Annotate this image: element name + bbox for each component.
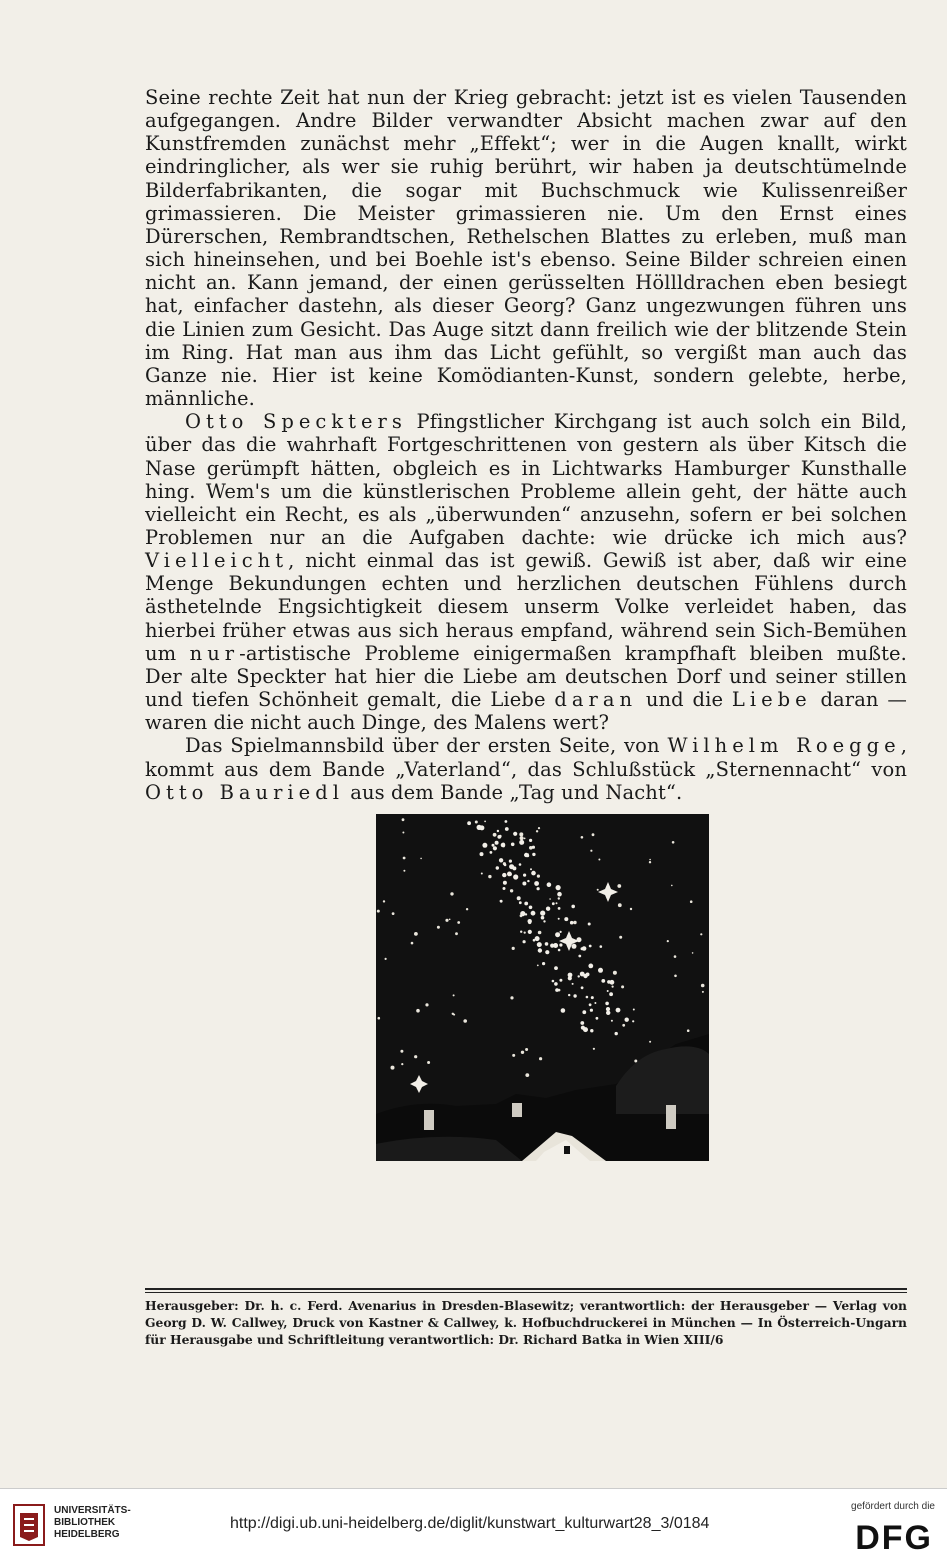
star [687,1029,690,1032]
milky-way-star [568,994,570,996]
milky-way-star [557,892,562,897]
star [538,827,540,829]
milky-way-star [547,882,552,887]
milky-way-star [558,897,560,899]
star [536,830,538,832]
library-name-line-3: HEIDELBERG [54,1529,120,1540]
milky-way-star [509,860,512,863]
milky-way-star [513,832,517,836]
milky-way-star [490,851,493,854]
paragraph-2-text-b: , nicht einmal das ist gewiß. Gewiß ist aber, daß wir eine Menge Bekundungen echten und herzlichen deutschen Fühlens durch ästhetelnde Engsichtigkeit diesem unserm Volke verleidet haben, das hierbei früher etwas aus sich heraus empfand, während sein Sich-Bemühen um [145,549,907,665]
milky-way-star [519,863,522,866]
milky-way-star [481,873,483,875]
milky-way-star [479,825,484,830]
milky-way-star [527,853,529,855]
milky-way-star [580,1021,584,1025]
milky-way-star [558,949,561,952]
milky-way-star [529,906,533,910]
permalink[interactable]: http://digi.ub.uni-heidelberg.de/diglit/kunstwart_kulturwart28_3/0184 [230,1515,710,1532]
milky-way-star [554,982,558,986]
star [484,821,486,823]
milky-way-star [600,945,603,948]
paragraph-3-text-b: , kommt aus dem Bande „Vaterland“, das Schlußstück „Sternennacht“ von [145,734,907,781]
star [392,912,395,915]
milky-way-star [553,943,558,948]
milky-way-star [561,1008,566,1013]
star [402,818,405,821]
chimney [666,1105,676,1129]
milky-way-star [537,887,540,890]
star [403,870,405,872]
paragraph-2-text-a: Pfingstlicher Kirchgang ist auch solch ein Bild, über das die wahrhaft Fortgeschrittenen von gestern als über Kitsch die Nase gerümpft hätten, obgleich es in Lichtwarks Hamburger Kunsthalle hing. Wem's um die künstlerischen Probleme allein geht, der hätte auch vielleicht ein Recht, es als „überwunden“ anzusehn, sofern er bei solchen Problemen nur an die Aufgaben dachte: wie drücke ich mich aus? [145,410,907,549]
paragraph-2-text-d: und die [637,688,732,712]
star [581,836,584,839]
milky-way-star [519,840,524,845]
milky-way-star [502,873,506,877]
paragraph-3-text-c: aus dem Bande „Tag und Nacht“. [343,780,683,804]
emphasis-nur: nur [189,641,240,665]
footer-rule-thin [145,1292,907,1293]
milky-way-star [559,943,562,946]
milky-way-star [512,866,516,870]
milky-way-star [541,916,545,920]
starry-night-illustration [376,814,709,1161]
funded-by-label: gefördert durch die [851,1501,935,1512]
star [649,861,651,863]
star [671,885,673,887]
star [649,1041,651,1043]
star [621,985,624,988]
star [539,1057,542,1060]
paragraph-2 [145,410,907,734]
milky-way-star [499,858,503,862]
star [617,884,621,888]
library-name [54,1505,131,1541]
star [537,965,539,967]
milky-way-star [582,946,587,951]
star [493,833,497,837]
milky-way-star [552,980,555,983]
milky-way-star [505,827,509,831]
milky-way-star [572,944,577,949]
milky-way-star [606,1011,610,1015]
milky-way-star [559,979,562,982]
star [590,850,592,852]
milky-way-star [528,919,532,923]
star [414,1055,417,1058]
star [598,859,600,861]
star [510,889,513,892]
star [425,1003,428,1006]
milky-way-star [524,902,528,906]
star [520,836,524,840]
imprint-text: Herausgeber: Dr. h. c. Ferd. Avenarius in Dresden-Blasewitz; verantwortlich: der Herausgeber — Verlag von Georg D. W. Callwey, Druck von Kastner & Callwey, k. Hofbuchdruckerei in München — In Österreich-Ungarn für Herausgabe und Schriftleitung verantwortlich: Dr. Richard Batka in Wien XIII/6 [145,1298,907,1347]
paragraph-2-text-c: -artistische Probleme einigermaßen krampfhaft bleiben mußte. Der alte Speckter hat hier die Liebe am deutschen Dorf und seiner stillen und tiefen Schönheit gemalt, die Liebe [145,641,907,712]
star [537,875,540,878]
milky-way-star [531,871,536,876]
milky-way-star [601,979,605,983]
imprint [145,1297,907,1348]
star [619,936,622,939]
star [556,902,558,904]
star [449,919,451,921]
artist-bauriedl: Otto Bauriedl [145,780,344,804]
milky-way-star [554,966,558,970]
milky-way-star [505,820,508,823]
chimney [512,1103,522,1117]
star [700,933,702,935]
star [521,1051,524,1054]
author-speckter: Otto Speckters [185,410,407,434]
milky-way-star [542,962,545,965]
milky-way-star [633,1009,635,1011]
star [378,1017,381,1020]
milky-way-star [560,931,562,933]
milky-way-star [558,907,561,910]
chimney [424,1110,434,1130]
star [445,919,448,922]
star [403,857,406,860]
star [414,932,418,936]
milky-way-star [616,1008,621,1013]
star [524,838,526,840]
milky-way-star [545,942,549,946]
milky-way-star [467,821,471,825]
milky-way-star [594,1002,596,1004]
star [383,900,385,902]
milky-way-star [586,996,589,999]
star [401,1063,403,1065]
star [593,1048,595,1050]
milky-way-star [590,1009,593,1012]
star [475,821,478,824]
milky-way-star [552,902,555,905]
milky-way-star [503,845,505,847]
milky-way-star [571,905,575,909]
milky-way-star [546,907,550,911]
star [420,858,422,860]
star [391,1066,395,1070]
milky-way-star [598,968,603,973]
paragraph-1: Seine rechte Zeit hat nun der Krieg gebracht: jetzt ist es vielen Tausenden aufgegangen. Andre Bilder verwandter Absicht machen zwar auf den Kunstfremden zunächst mehr „Effekt“; wer in die Augen knallt, wirkt eindringlicher, als wer sie ruhig berührt, wir haben ja deutschtümelnde Bilderfabrikanten, die sogar mit Buchschmuck wie Kulissenreißer grimassieren. Die Meister grimassieren nie. Um den Ernst eines Dürerschen, Rembrandtschen, Rethelschen Blattes zu erleben, muß man sich hineinsehen, und bei Boehle ist's ebenso. Seine Bilder schreien einen nicht an. Kann jemand, der einen gerüsselten Höllldrachen eben besiegt hat, einfacher dastehn, als dieser Georg? Ganz ungezwungen führen uns die Linien zum Gesicht. Das Auge sitzt dann freilich wie der blitzende Stein im Ring. Hat man aus ihm das Licht gefühlt, so vergißt man auch das Ganze nie. Hier ist keine Komödianten-Kunst, sondern gelebte, herbe, männliche. [145,86,907,411]
star [649,859,651,861]
milky-way-star [605,1002,609,1006]
milky-way-star [538,948,542,952]
milky-way-star [555,932,560,937]
star [692,952,694,954]
university-seal-icon [12,1503,46,1547]
milky-way-star [513,874,518,879]
star [549,898,551,900]
milky-way-star [589,945,592,948]
milky-way-star [519,901,522,904]
milky-way-star [525,913,527,915]
milky-way-star [555,988,559,992]
milky-way-star [573,994,576,997]
milky-way-star [568,973,573,978]
emphasis-daran: daran [554,688,638,712]
star [427,1061,430,1064]
sternennacht-woodcut [376,814,709,1161]
milky-way-star [534,881,539,886]
milky-way-star [588,964,593,969]
viewer-footer [0,1488,947,1565]
milky-way-star [523,940,526,943]
milky-way-star [503,887,506,890]
milky-way-star [607,990,609,992]
star [613,971,617,975]
milky-way-star [625,1018,629,1022]
milky-way-star [495,841,499,845]
star [690,900,693,903]
star [385,958,387,960]
milky-way-star [527,880,529,882]
star [525,1048,528,1051]
milky-way-star [589,1003,592,1006]
star [437,926,440,929]
star [466,908,468,910]
star [411,942,414,945]
milky-way-star [609,992,613,996]
star [630,908,632,910]
milky-way-star [507,872,512,877]
milky-way-star [590,1029,593,1032]
star [488,875,491,878]
milky-way-star [532,846,535,849]
milky-way-star [570,921,574,925]
milky-way-star [480,852,484,856]
milky-way-star [582,1010,586,1014]
milky-way-star [556,885,561,890]
milky-way-star [588,923,591,926]
emphasis-vielleicht: Vielleicht [145,549,289,573]
star [573,921,576,924]
window [564,1146,570,1154]
milky-way-star [492,844,495,847]
star [512,1054,515,1057]
milky-way-star [606,1007,610,1011]
milky-way-star [545,950,549,954]
milky-way-star [496,866,499,869]
article-text [145,86,907,804]
milky-way-star [529,839,532,842]
milky-way-star [497,835,501,839]
emphasis-liebe: Liebe [731,688,812,712]
milky-way-star [503,881,507,885]
star [618,903,622,907]
milky-way-star [586,973,590,977]
milky-way-star [497,830,499,832]
star [672,841,675,844]
star [519,832,523,836]
star [463,1019,467,1023]
milky-way-star [558,918,560,920]
star [702,991,704,993]
star [674,975,677,978]
paragraph-2-text-e: daran — waren die nicht auch Dinge, des Malens wert? [145,688,908,735]
milky-way-star [578,975,580,977]
star [402,832,404,834]
milky-way-star [535,936,540,941]
milky-way-star [520,911,525,916]
milky-way-star [596,1017,599,1020]
star [622,1024,625,1027]
milky-way-star [537,942,542,947]
milky-way-star [540,911,545,916]
milky-way-star [482,843,487,848]
star [592,833,595,836]
star [450,892,453,895]
milky-way-star [517,896,521,900]
star [667,940,669,942]
milky-way-star [611,1020,613,1022]
milky-way-star [543,920,545,922]
milky-way-star [564,917,568,921]
footer-rule [145,1288,907,1290]
star [416,1009,420,1013]
star [612,986,614,988]
milky-way-star [500,900,502,902]
milky-way-star [632,1020,634,1022]
star [524,932,526,934]
star [400,1050,403,1053]
milky-way-star [607,980,611,984]
milky-way-star [504,864,507,867]
star [457,921,460,924]
milky-way-star [511,843,515,847]
paragraph-3 [145,734,907,803]
milky-way-star [522,882,526,886]
star [674,955,677,958]
milky-way-star [530,868,532,870]
star [512,947,515,950]
paragraph-3-text-a: Das Spielmannsbild über der ersten Seite, von [185,734,668,758]
milky-way-star [572,983,574,985]
milky-way-star [528,930,532,934]
star [453,994,455,996]
milky-way-star [591,996,594,999]
star [525,1073,529,1077]
milky-way-star [615,1032,618,1035]
artist-roegge: Wilhelm Roegge [667,734,901,758]
star [510,996,513,999]
library-name-line-1: UNIVERSITÄTS- [54,1505,131,1516]
milky-way-star [581,986,584,989]
milky-way-star [531,911,536,916]
milky-way-star [532,853,535,856]
milky-way-star [493,846,497,850]
library-name-line-2: BIBLIOTHEK [54,1517,116,1528]
star [597,889,599,891]
milky-way-star [578,955,581,958]
star [538,931,542,935]
milky-way-star [523,874,526,877]
milky-way-star [520,931,522,933]
star [452,1013,454,1015]
star [377,910,380,913]
star [455,932,458,935]
star [701,984,705,988]
dfg-logo: DFG [855,1519,933,1557]
milky-way-star [583,1027,588,1032]
